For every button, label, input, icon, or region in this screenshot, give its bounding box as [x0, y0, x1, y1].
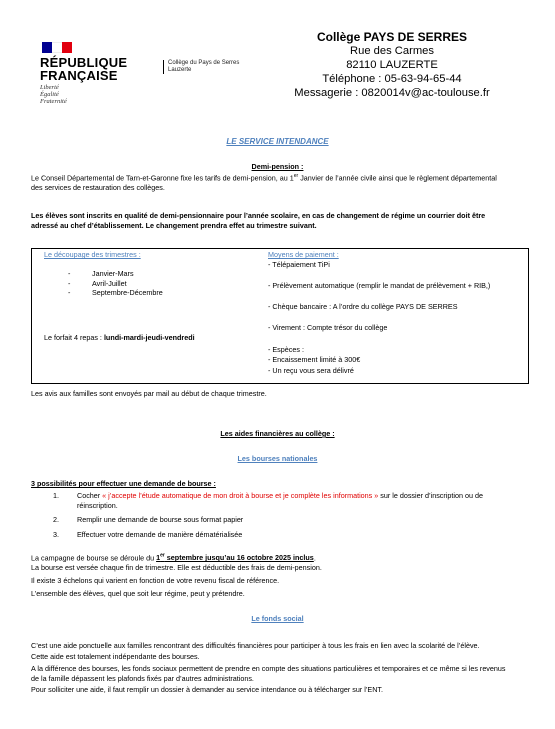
aides-heading: Les aides financières au collège :	[220, 429, 335, 438]
college-email: Messagerie : 0820014v@ac-toulouse.fr	[294, 87, 490, 99]
fonds-line: A la différence des bourses, les fonds sociaux permettent de prendre en compte des situations particulières et temporaires et ce même si les revenus	[31, 664, 506, 673]
payment-item: - Un reçu vous sera délivré	[268, 366, 354, 375]
payment-heading: Moyens de paiement :	[268, 250, 339, 259]
bourse-line: La bourse est versée chaque fin de trimestre. Elle est déductible des frais de demi-pension.	[31, 563, 322, 572]
college-name: Collège PAYS DE SERRES	[316, 30, 468, 44]
inscription-paragraph: Les élèves sont inscrits en qualité de demi-pensionnaire pour l’année scolaire, en cas de changement de régime un courrier doit être adressé au chef d’établissement. Le changement prendra effet au trimestre suivant.	[31, 211, 486, 230]
fonds-line: C’est une aide ponctuelle aux familles rencontrant des difficultés financières pour participer à tous les frais en lien avec la scolarité de l’élève.	[31, 641, 480, 650]
demi-pension-heading: Demi-pension :	[251, 162, 304, 171]
trimesters-heading: Le découpage des trimestres :	[44, 250, 141, 259]
college-logo-text: Collège du Pays de Serres Lauzerte	[168, 60, 240, 73]
fonds-line: Pour solliciter une aide, il faut remplir un dossier à demander au service intendance ou à télécharger sur l’ENT.	[31, 685, 383, 694]
list-item: - Janvier-Mars	[68, 269, 134, 278]
college-city: 82110 LAUZERTE	[346, 59, 438, 71]
payment-item: - Chèque bancaire : A l’ordre du collège PAYS DE SERRES	[268, 302, 458, 311]
payment-item: - Prélèvement automatique (remplir le mandat de prélèvement + RIB,)	[268, 281, 491, 290]
payment-item: - Espèces :	[268, 345, 304, 354]
marianne-flag-icon	[42, 42, 72, 53]
campagne-text: La campagne de bourse se déroule du 1er septembre jusqu’au 16 octobre 2025 inclus.	[31, 553, 316, 563]
logo-divider	[163, 60, 164, 74]
list-item: 3. Effectuer votre demande de manière dématérialisée	[53, 529, 243, 539]
bourse-possibilities-heading: 3 possibilités pour effectuer une demande de bourse :	[31, 479, 216, 488]
list-item: - Septembre-Décembre	[68, 288, 163, 298]
fonds-line: Cette aide est totalement indépendante des bourses.	[31, 652, 200, 661]
bourse-line: Il existe 3 échelons qui varient en fonction de votre revenu fiscal de référence.	[31, 576, 280, 585]
steps-list: 1. Cocher « j’accepte l’étude automatique de mon droit à bourse et je complète les informations » sur le dossier d’inscription ou de réinscription. 2. Remplir une demande de bourse sous format papier 3. Effectuer votre demande de manière dématérialisée	[31, 491, 536, 539]
fonds-line: de la famille dépassent les plafonds fixés par d’autres administrations.	[31, 674, 254, 683]
fonds-social-heading: Le fonds social	[251, 614, 304, 623]
avis-text: Les avis aux familles sont envoyés par mail au début de chaque trimestre.	[31, 389, 267, 398]
list-item: - Avril-Juillet	[68, 278, 127, 288]
college-address	[292, 30, 492, 100]
trimesters-list	[68, 269, 163, 298]
college-phone: Téléphone : 05-63-94-65-44	[322, 73, 462, 85]
payment-item: - Virement : Compte trésor du collège	[268, 323, 388, 332]
republic-motto: Liberté Égalité Fraternité	[40, 84, 67, 105]
service-title: LE SERVICE INTENDANCE	[226, 137, 329, 146]
bourse-line: L’ensemble des élèves, quel que soit leur régime, peut y prétendre.	[31, 589, 245, 598]
bourses-heading: Les bourses nationales	[237, 454, 318, 463]
forfait-text: Le forfait 4 repas : lundi-mardi-jeudi-vendredi	[44, 333, 195, 342]
demi-pension-paragraph: Le Conseil Départemental de Tarn-et-Garonne fixe les tarifs de demi-pension, au 1er Janvier de l’année civile ainsi que le règlement départemental des services de restauration des collèges.	[31, 173, 497, 192]
list-item: 1. Cocher « j’accepte l’étude automatique de mon droit à bourse et je complète les informations » sur le dossier d’inscription ou de	[53, 491, 483, 500]
republique-francaise-logo: RÉPUBLIQUE FRANÇAISE	[40, 55, 128, 83]
list-item: 2. Remplir une demande de bourse sous format papier	[53, 515, 244, 525]
payment-item: - Télépaiement TiPi	[268, 260, 330, 269]
college-street: Rue des Carmes	[350, 45, 434, 57]
payment-item: - Encaissement limité à 300€	[268, 355, 361, 364]
